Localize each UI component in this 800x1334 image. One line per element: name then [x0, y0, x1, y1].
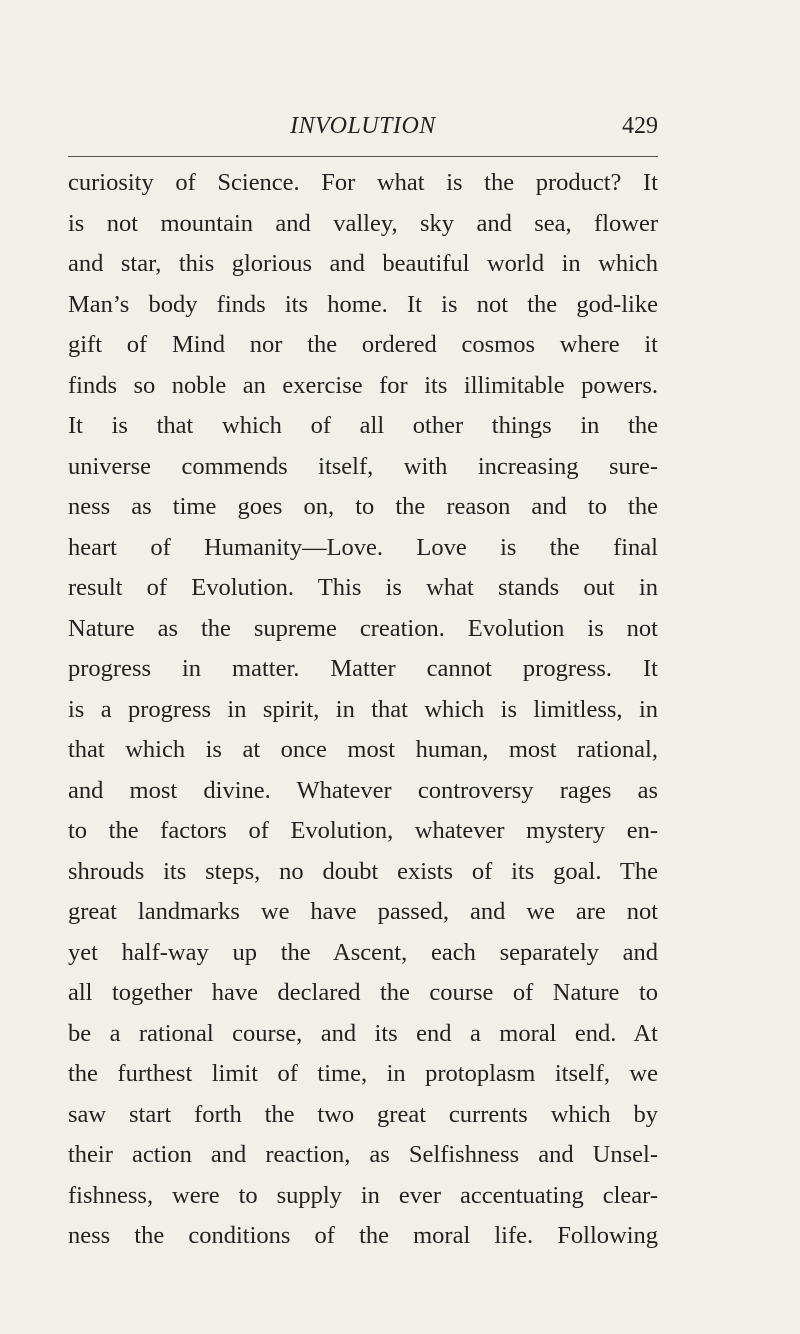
text-line: result of Evolution. This is what stands out in [68, 574, 658, 601]
text-line: that which is at once most human, most rational, [68, 736, 658, 763]
text-line: great landmarks we have passed, and we are not [68, 898, 658, 925]
text-line: all together have declared the course of Nature to [68, 979, 658, 1006]
text-line: fishness, were to supply in ever accentuating clear- [68, 1181, 658, 1209]
text-line: gift of Mind nor the ordered cosmos where it [68, 331, 658, 358]
text-line: is a progress in spirit, in that which is limitless, in [68, 695, 658, 723]
running-title: INVOLUTION [290, 113, 436, 139]
text-line: ness the conditions of the moral life. Following [68, 1222, 658, 1249]
text-line: to the factors of Evolution, whatever mystery en- [68, 817, 658, 844]
page-number: 429 [622, 113, 658, 139]
text-line: and most divine. Whatever controversy rages as [68, 776, 658, 804]
header-rule [68, 156, 658, 157]
running-head [68, 112, 658, 152]
text-line: curiosity of Science. For what is the product? It [68, 169, 658, 196]
text-line: is not mountain and valley, sky and sea, flower [68, 209, 658, 237]
text-line: Man’s body finds its home. It is not the god-like [68, 290, 658, 318]
body-text [68, 163, 658, 1257]
text-line: universe commends itself, with increasing sure- [68, 452, 658, 480]
text-line: finds so noble an exercise for its illimitable powers. [68, 371, 658, 399]
text-line: heart of Humanity—Love. Love is the final [68, 533, 658, 561]
text-line: shrouds its steps, no doubt exists of its goal. The [68, 857, 658, 885]
text-line: yet half-way up the Ascent, each separately and [68, 938, 658, 966]
text-line: the furthest limit of time, in protoplasm itself, we [68, 1060, 658, 1087]
text-line: Nature as the supreme creation. Evolution is not [68, 614, 658, 642]
text-line: their action and reaction, as Selfishness and Unsel- [68, 1141, 658, 1168]
text-line: It is that which of all other things in the [68, 412, 658, 439]
text-line: ness as time goes on, to the reason and to the [68, 493, 658, 520]
text-line: saw start forth the two great currents which by [68, 1100, 658, 1128]
text-line: and star, this glorious and beautiful world in which [68, 250, 658, 277]
text-line: progress in matter. Matter cannot progress. It [68, 655, 658, 682]
text-line: be a rational course, and its end a moral end. At [68, 1019, 658, 1047]
